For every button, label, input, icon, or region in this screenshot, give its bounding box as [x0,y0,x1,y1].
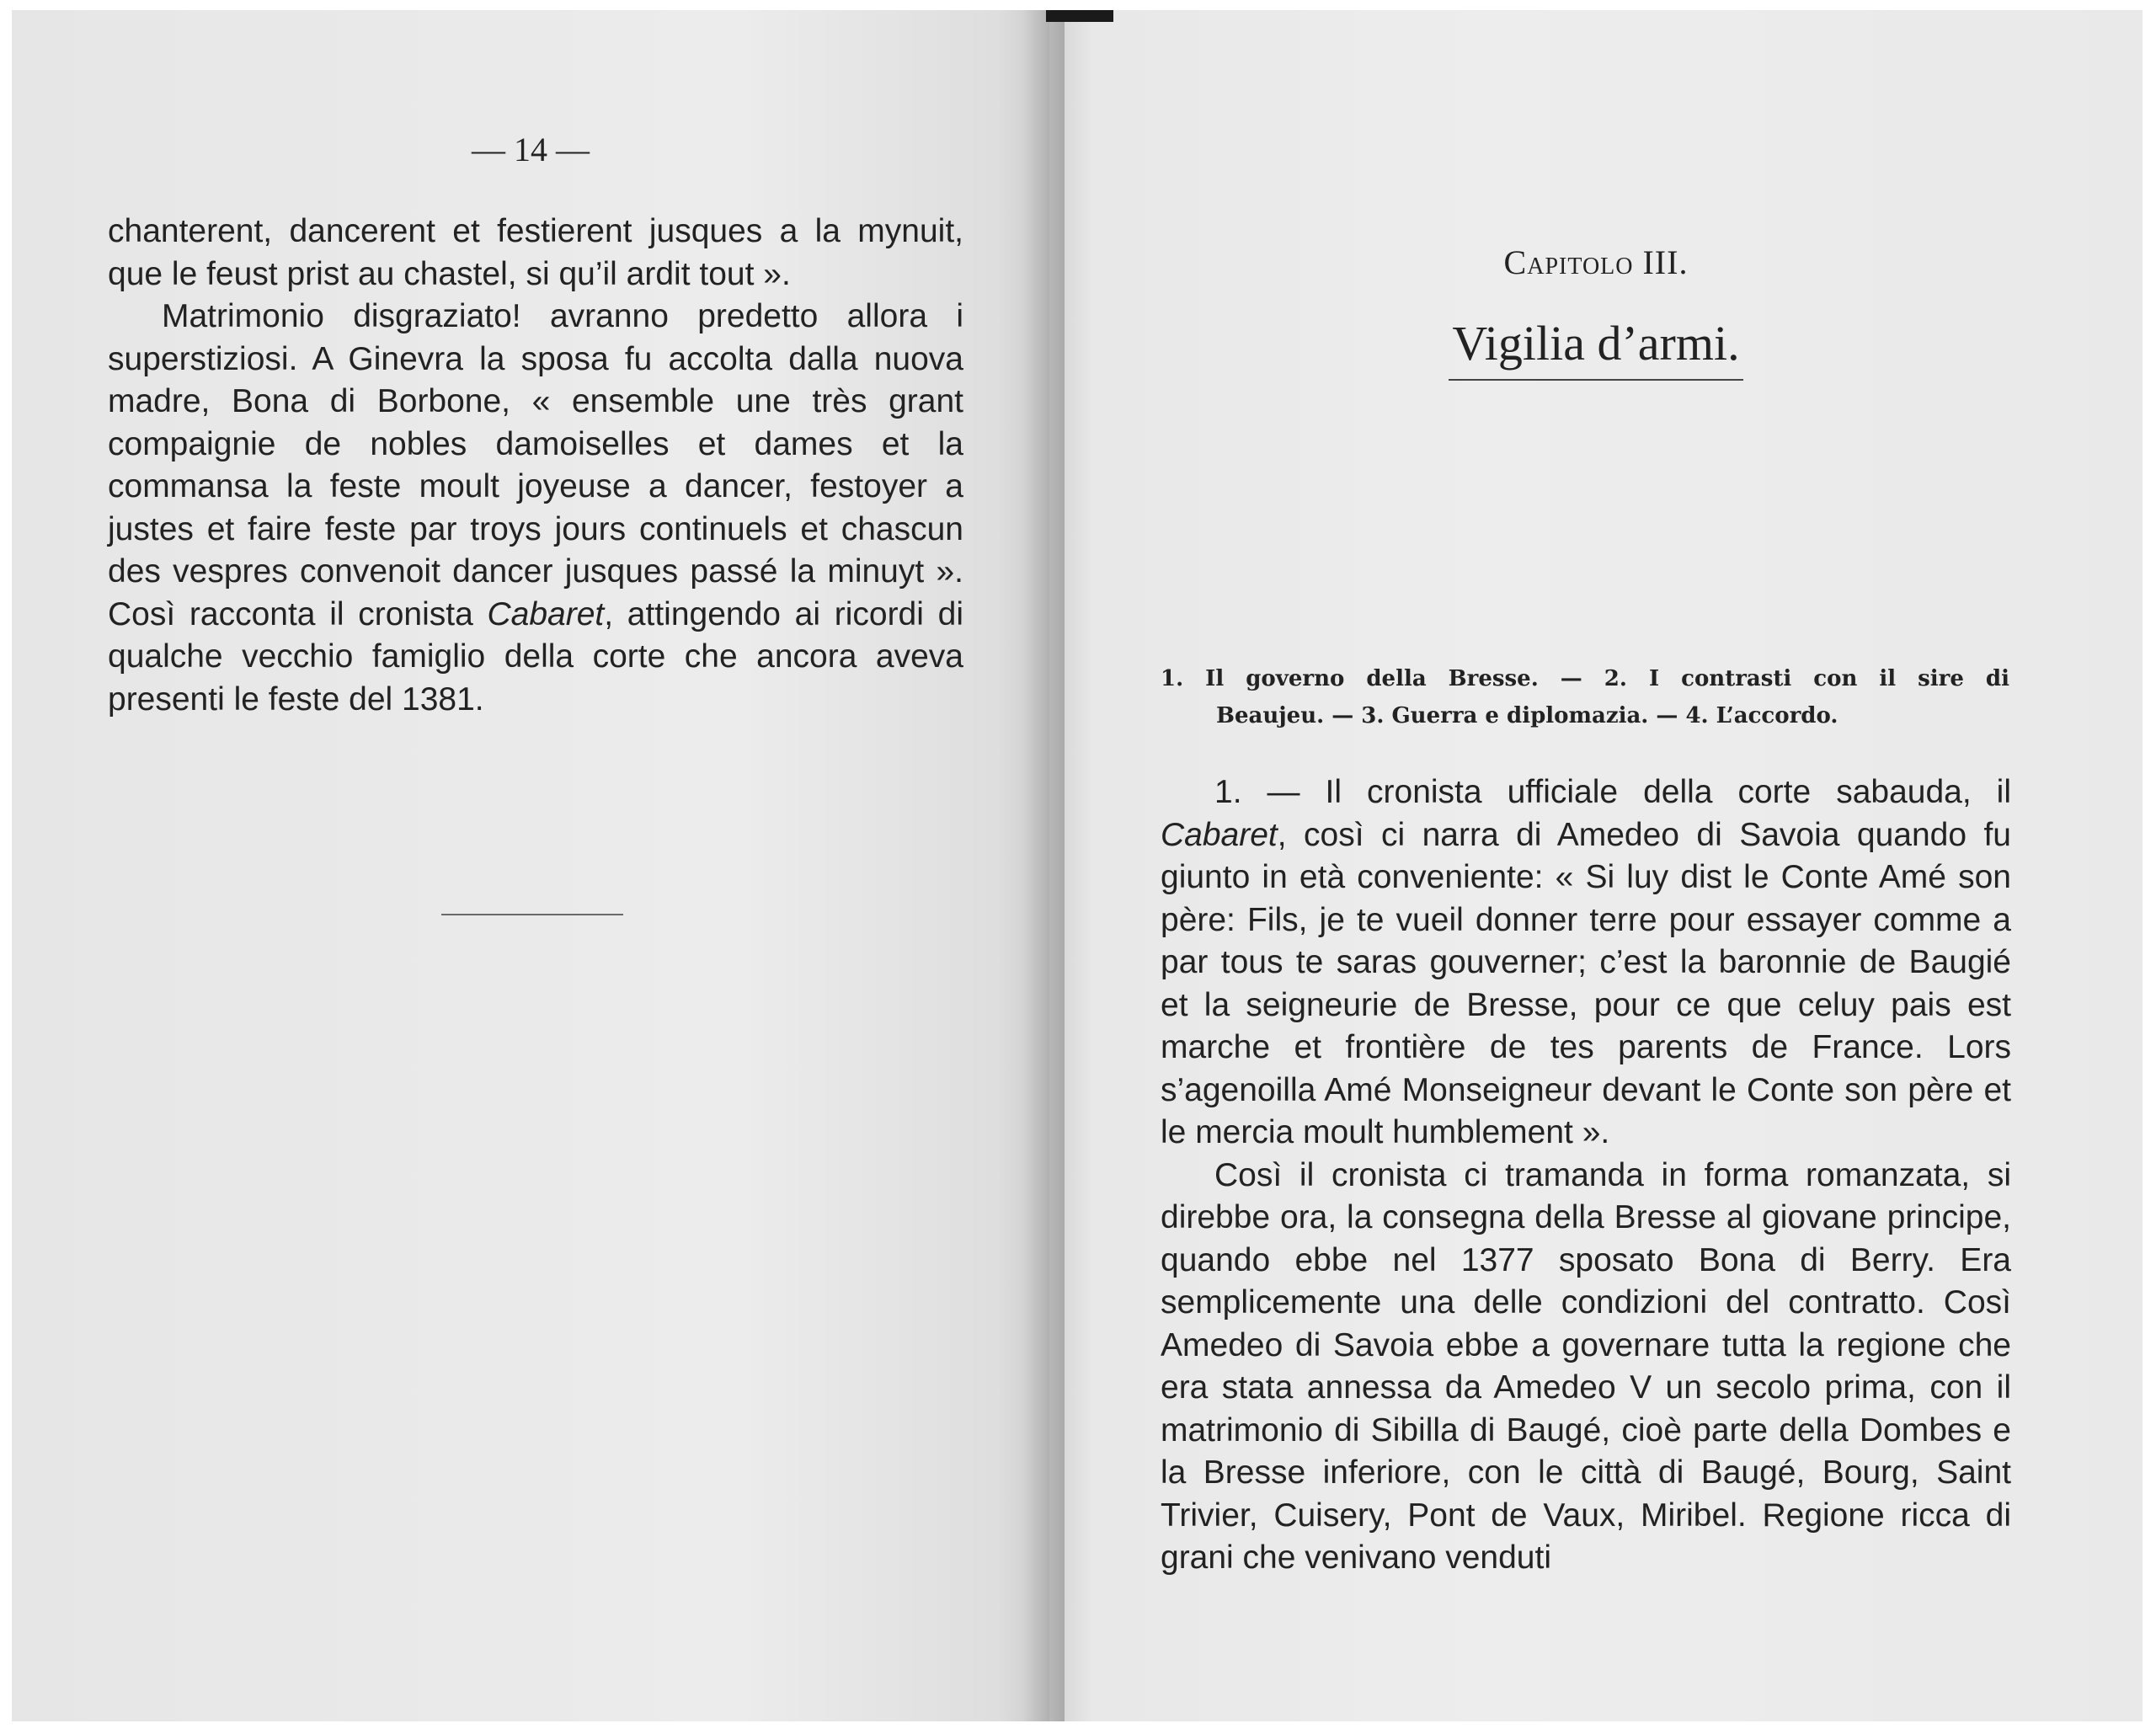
chapter-title-text: Vigilia d’armi. [1449,316,1742,381]
chapter-title [1049,315,2143,371]
paragraph [108,296,963,721]
text-segment: , attingendo ai ricordi di qualche vecchio famiglio della corte che ancora aveva presenti le feste del 1381. [108,595,963,718]
paragraph [108,211,963,296]
text-segment: 1. — Il cronista ufficiale della corte sabauda, il [1214,774,2011,810]
page-number: — 14 — [472,131,590,168]
chapter-label [1049,243,2143,282]
summary-line: Beaujeu. — 3. Guerra e diplomazia. — 4. L’accordo. [1216,703,1838,728]
text-segment: Così il cronista ci tramanda in forma romanzata, si direbbe ora, la consegna della Bresse al giovane principe, quando ebbe nel 1377 sposato Bona di Berry. Era semplicemente una delle condizioni del contratto. Così Amedeo di Savoia ebbe a governare tutta la regione che era stata annessa da Amedeo V un secolo prima, con il matrimonio di Sibilla di Baugé, cioè parte della Dombes e la Bresse inferiore, con le città di Baugé, Bourg, Saint Trivier, Cuisery, Pont de Vaux, Miribel. Regione ricca di grani che venivano venduti [1161,1156,2011,1576]
binding-edge [1046,10,1113,22]
right-text-column [1161,771,2011,1580]
italic-name: Cabaret [1161,816,1278,853]
text-segment: , così ci narra di Amedeo di Savoia quando fu giunto in età conveniente: « Si luy dist le Conte Amé son père: Fils, je te vueil donner terre pour essayer comme a par tous te saras gouverner; c’est la baronnie de Baugié et la seigneurie de Bresse, pour ce que celuy pais est marche et frontière de tes parents de France. Lors s’agenoilla Amé Monseigneur devant le Conte son père et le mercia moult humblement ». [1161,816,2011,1150]
paragraph [1161,1155,2011,1580]
book-spread [12,10,2143,1721]
section-end-rule [441,914,623,915]
chapter-label-text: Capitolo III. [1503,243,1689,281]
chapter-summary [1161,660,2009,734]
text-segment: chanterent, dancerent et festierent jusques a la mynuit, que le feust prist au chastel, si qu’il ardit tout ». [108,213,963,292]
text-segment: Matrimonio disgraziato! avranno predetto allora i superstiziosi. A Ginevra la sposa fu accolta dalla nuova madre, Bona di Borbone, « ensemble une très grant compaignie de nobles damoiselles et dames et la commansa la feste moult joyeuse a dancer, festoyer a justes et faire feste par troys jours continuels et chascun des vespres convenoit dancer jusques passé la minuyt ». Così racconta il cronista [108,298,963,632]
summary-line: 1. Il governo della Bresse. — 2. I contrasti con il sire di [1161,666,2009,691]
paragraph [1161,771,2011,1155]
left-text-column [108,211,963,721]
italic-name: Cabaret [487,595,605,632]
